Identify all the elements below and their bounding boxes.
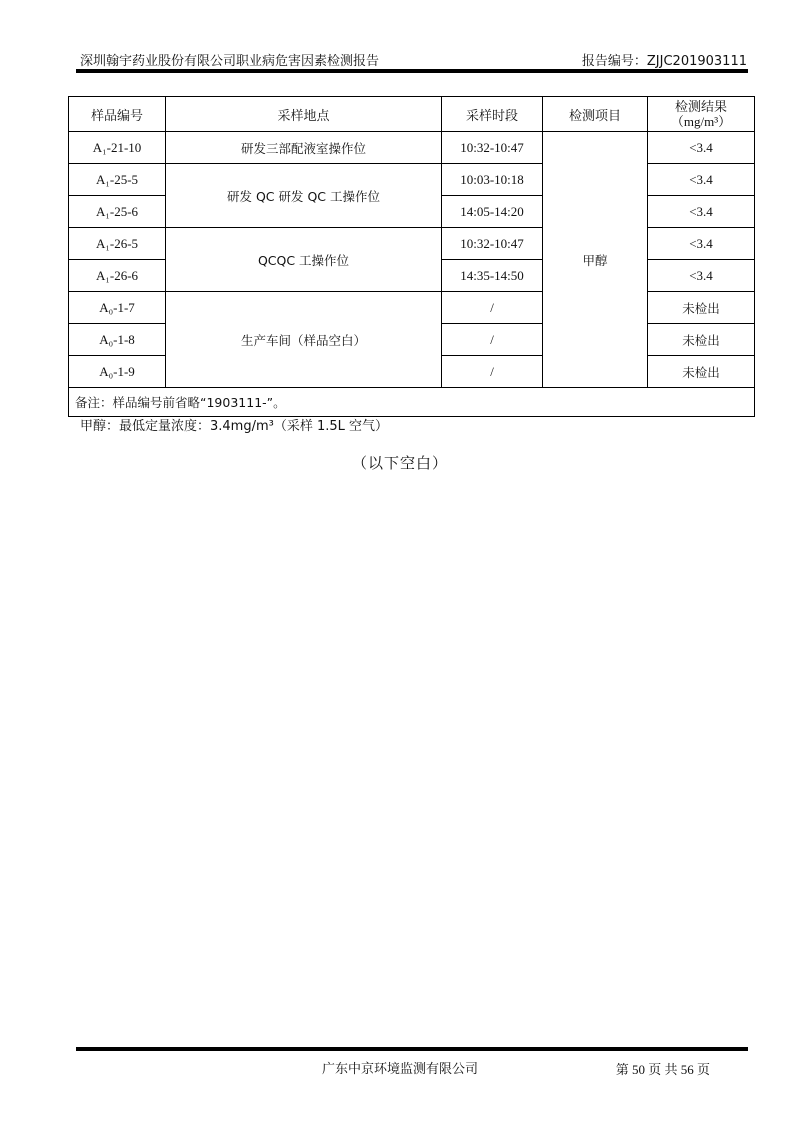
period: 10:32-10:47 [442,228,543,260]
method-note: 甲醇：最低定量浓度：3.4mg/m³（采样 1.5L 空气） [80,419,389,434]
header-item: 检测项目 [543,97,648,132]
result: <3.4 [648,132,755,164]
sample-no: A₁-21-10 [69,132,166,164]
footer-divider [76,1047,748,1051]
sample-no: A₁-25-6 [69,196,166,228]
location: 研发 QC 研发 QC 工操作位 [166,164,442,228]
header-result [648,97,755,132]
sample-no: A₁-26-5 [69,228,166,260]
period: / [442,356,543,388]
period: 10:32-10:47 [442,132,543,164]
results-table [68,96,755,417]
header-result-unit: （mg/m³） [670,113,732,129]
table-header-row [69,97,755,132]
header-location: 采样地点 [166,97,442,132]
result: 未检出 [648,292,755,324]
table-row [69,228,755,260]
sample-no: A₀-1-8 [69,324,166,356]
sample-no: A₀-1-9 [69,356,166,388]
note-row [69,388,755,417]
period: 14:35-14:50 [442,260,543,292]
location: QCQC 工操作位 [166,228,442,292]
result: 未检出 [648,356,755,388]
result: <3.4 [648,164,755,196]
result: <3.4 [648,228,755,260]
period: / [442,292,543,324]
location: 生产车间（样品空白） [166,292,442,388]
table-row [69,292,755,324]
sample-no: A₁-26-6 [69,260,166,292]
footer-company: 广东中京环境监测有限公司 [321,1062,478,1077]
result: 未检出 [648,324,755,356]
period: / [442,324,543,356]
period: 14:05-14:20 [442,196,543,228]
header-divider [76,69,748,73]
page-number: 第 50 页 共 56 页 [615,1062,710,1077]
period: 10:03-10:18 [442,164,543,196]
sample-no: A₁-25-5 [69,164,166,196]
result: <3.4 [648,260,755,292]
location: 研发三部配液室操作位 [166,132,442,164]
test-item: 甲醇 [543,132,648,388]
result: <3.4 [648,196,755,228]
sample-no: A₀-1-7 [69,292,166,324]
report-number: 报告编号：ZJJC201903111 [581,54,747,69]
blank-marker: （以下空白） [351,454,448,472]
header-result-label: 检测结果 [674,99,727,115]
report-header-title: 深圳翰宇药业股份有限公司职业病危害因素检测报告 [80,54,380,69]
table-note: 备注：样品编号前省略“1903111-”。 [69,388,755,417]
table-row [69,164,755,196]
header-period: 采样时段 [442,97,543,132]
header-sample-no: 样品编号 [69,97,166,132]
table-row [69,132,755,164]
